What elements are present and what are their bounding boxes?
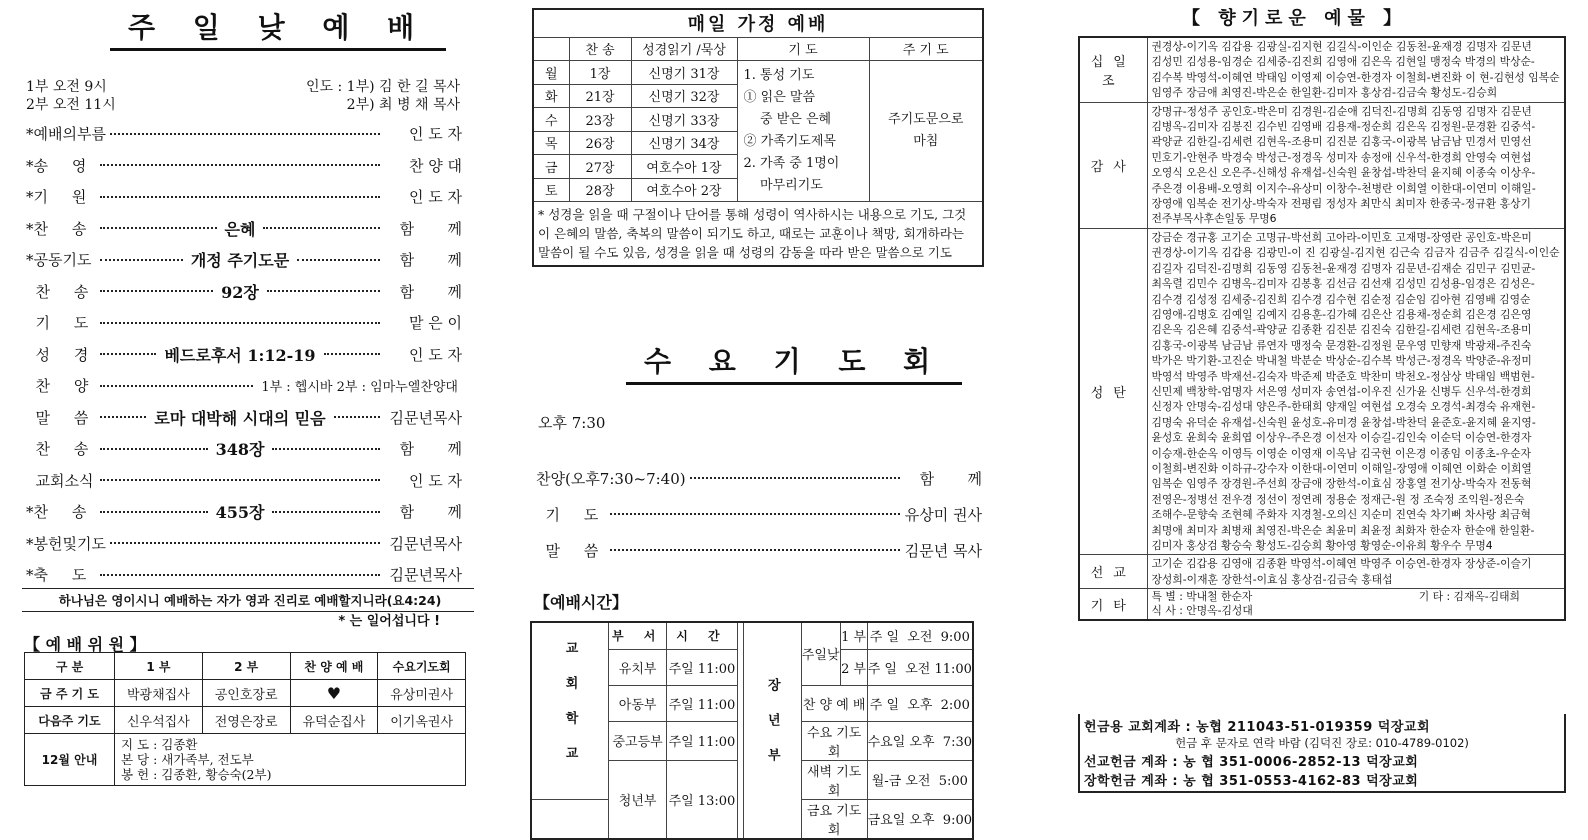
order-person: 함 께 [399, 251, 462, 270]
order-person: 함 께 [399, 282, 463, 301]
hymn-cell: 26장 [569, 131, 631, 155]
prayer-line: 2. 가족 중 1명이 [743, 156, 840, 171]
december-line: 봉 헌 : 김종환, 황승숙(2부) [121, 767, 272, 782]
committee-row-label: 다음주 기도 [25, 707, 115, 734]
order-row [26, 213, 462, 245]
order-row [26, 496, 462, 528]
dot-leader [324, 353, 380, 355]
school-time: 주일 11:00 [667, 649, 737, 685]
order-label: 말 씀 [536, 541, 599, 560]
dot-leader [267, 290, 380, 292]
dot-leader [100, 416, 146, 418]
offering-row [1079, 228, 1565, 555]
order-content: 은혜 [224, 219, 256, 239]
order-person: 유상미 권사 [904, 505, 982, 524]
school-dept: 청년부 [609, 760, 667, 839]
day-cell: 토 [533, 178, 569, 202]
dot-leader [100, 259, 183, 261]
offering-row [1079, 555, 1565, 589]
account-mission: 선교헌금 계좌 : 농 협 351-0006-2852-13 덕장교회 [1084, 755, 1419, 770]
daily-header: 찬 송 [569, 37, 631, 61]
adult-service-name: 찬 양 예 배 [801, 685, 867, 721]
order-label: 교회소식 [26, 471, 94, 490]
leader-first: 인도 : 1부) 김 한 길 목사 [306, 79, 460, 95]
account-main: 헌금용 교회계좌 : 농협 211043-51-019359 덕장교회 [1084, 720, 1431, 735]
order-row [26, 528, 462, 560]
offering-row [1079, 589, 1565, 621]
order-person: 인 도 자 [408, 125, 462, 144]
committee-title: 【 예 배 위 원 】 [24, 635, 146, 654]
second-service-time: 2부 오전 11시 [26, 97, 116, 113]
lords-prayer-cell: 주기도문으로 마침 [869, 61, 983, 202]
order-label: *봉헌및기도 [26, 534, 106, 553]
committee-cell: 신우석집사 [115, 707, 203, 734]
order-row [26, 465, 462, 497]
committee-cell: 박광채집사 [115, 680, 203, 707]
service-times [26, 78, 460, 114]
offering-category: 선교 [1079, 555, 1147, 589]
wednesday-title: 수 요 기 도 회 [626, 340, 962, 385]
order-row [26, 307, 462, 339]
dot-leader [272, 511, 380, 513]
committee-row [25, 680, 466, 707]
daily-note: * 성경을 읽을 때 구절이나 단어를 통해 성령이 역사하시는 내용으로 기도, 그것이 은혜의 말씀, 축복의 말씀이 되기도 하고, 때로는 교훈이나 책망, 회개하라는 말씀이 될 수도 있음, 성경을 읽을 때 성령의 감동을 따라 받은 말씀으로 기도 [533, 202, 983, 267]
dot-leader [690, 477, 900, 479]
etc-other: 기 타 : 김재옥-김태희 [1418, 590, 1520, 604]
daily-header-row [533, 37, 983, 61]
dot-leader [610, 549, 900, 551]
svc-header: 부 서 [609, 622, 667, 649]
order-label: 찬 송 [26, 440, 89, 459]
order-person: 찬 양 대 [408, 156, 462, 175]
committee-cell: 유상미권사 [378, 680, 466, 707]
order-label: *찬 송 [26, 503, 87, 522]
december-line: 지 도 : 김종환 [121, 737, 198, 752]
wednesday-time: 오후 7:30 [538, 414, 606, 432]
prayer-line: ② 가족기도제목 [743, 134, 836, 149]
order-label: *찬 송 [26, 219, 87, 238]
hymn-cell: 28장 [569, 178, 631, 202]
heart-icon: ♥ [290, 680, 378, 707]
order-person: 함 께 [399, 503, 463, 522]
order-label: 기 도 [536, 505, 599, 524]
order-row [26, 118, 462, 150]
committee-header: 구 분 [25, 653, 115, 680]
first-service-time: 1부 오전 9시 [26, 79, 107, 95]
order-row [26, 402, 462, 434]
offering-names: 강명규-정성주 공인호-박은미 김경원-김순애 김덕진-김명희 김동영 김명자 김문년 김병옥-김미자 김봉진 김수빈 김영배 김용재-정순희 김은옥 김정원-문경환 김중석-곽양균 김한길-김세련 김현옥-조용미 김진분 김홍국-이광복 남금남 민경서 민영선 민호기-안현주 박경숙 박성근-정경옥 성미자 송정애 신우석-한경희 안영숙 여현섭 오영식 오은신 오은주-신해성 유재섭-신숙원 윤창섭-박찬덕 윤지혜 이종숙 이상우-주은경 이용배-오영희 이지수-유상미 이창수-천병란 이희열 이한대-이연미 이해일-장영애 임복순 전기상-박숙자 전평림 정성자 최만식 최미자 한종국-정규환 홍상기 전주부목사후손일동 무명6 [1147, 102, 1565, 228]
order-content: 1부 : 헵시바 2부 : 임마누엘찬양대 [261, 380, 458, 396]
order-content: 개정 주기도문 [190, 251, 290, 271]
offerings-title: 【 향기로운 예물 】 [1182, 8, 1408, 29]
etc-meal: 식 사 : 안명옥-김성대 [1151, 604, 1253, 618]
order-label: 찬 양 [26, 377, 89, 396]
order-row [26, 339, 462, 371]
committee-row [25, 707, 466, 734]
account-scholarship: 장학헌금 계좌 : 농 협 351-0553-4162-83 덕장교회 [1084, 774, 1419, 789]
order-person: 인 도 자 [408, 471, 462, 490]
offering-names: 고기순 김갑용 김영애 김종환 박영석-이혜연 박영주 이승연-한경자 장상준-이슬기 장성희-이재훈 장한석-이효심 홍상검-김금숙 홍태섭 [1147, 555, 1565, 589]
day-cell: 금 [533, 155, 569, 179]
dot-leader [110, 133, 380, 135]
daily-header: 성경읽기 /묵상 [631, 37, 737, 61]
prayer-line: ① 읽은 말씀 [743, 90, 815, 105]
dot-leader [100, 322, 380, 324]
committee-table [24, 652, 466, 786]
december-notice [115, 734, 466, 786]
offering-row [1079, 37, 1565, 102]
day-cell: 화 [533, 84, 569, 108]
sunday-title: 주 일 낮 예 배 [110, 6, 446, 51]
offering-category: 성탄 [1079, 228, 1147, 555]
dot-leader [334, 416, 380, 418]
reading-cell: 신명기 34장 [631, 131, 737, 155]
daily-worship-table [532, 8, 984, 267]
day-cell: 수 [533, 108, 569, 132]
reading-cell: 여호수아 2장 [631, 178, 737, 202]
dot-leader [272, 448, 380, 450]
adult-service-time: 주 일 오후 2:00 [867, 685, 973, 721]
adult-service-name: 수요 기도회 [801, 721, 867, 760]
church-school-label: 교회학교 [531, 622, 609, 799]
dot-leader [100, 353, 156, 355]
stand-up-note: * 는 일어섭니다 ! [338, 614, 440, 629]
wednesday-order [536, 460, 982, 568]
committee-row-label: 금 주 기 도 [25, 680, 115, 707]
order-content: 로마 대박해 시대의 믿음 [154, 408, 326, 428]
dot-leader [100, 511, 208, 513]
adult-service-name: 새벽 기도회 [801, 760, 867, 799]
daily-header: 주 기 도 [869, 37, 983, 61]
committee-header: 수요기도회 [378, 653, 466, 680]
committee-header-row [25, 653, 466, 680]
hymn-cell: 21장 [569, 84, 631, 108]
committee-cell: 공인호장로 [202, 680, 290, 707]
order-person: 인 도 자 [408, 345, 462, 364]
dot-leader [110, 542, 380, 544]
prayer-guide [737, 61, 869, 202]
order-row [26, 244, 462, 276]
prayer-line: 1. 통성 기도 [743, 68, 815, 83]
dot-leader [100, 448, 208, 450]
etc-special: 특 별 : 박내철 한순자 [1151, 590, 1253, 604]
order-label: 말 씀 [26, 408, 89, 427]
december-row [25, 734, 466, 786]
offering-category: 기타 [1079, 589, 1147, 621]
order-person: 김문년목사 [389, 408, 462, 427]
offering-etc [1147, 589, 1565, 621]
order-person: 인 도 자 [408, 188, 462, 207]
adult-service-time: 월-금 오전 5:00 [867, 760, 973, 799]
order-label: 성 경 [26, 345, 89, 364]
dot-leader [100, 479, 380, 481]
prayer-line: 중 받은 은혜 [743, 112, 832, 127]
wednesday-order-row [536, 460, 982, 496]
dot-leader [263, 227, 380, 229]
order-label: 기 도 [26, 314, 89, 333]
december-label: 12월 안내 [25, 734, 115, 786]
school-time: 주일 11:00 [667, 685, 737, 721]
order-row [26, 276, 462, 308]
adult-service-name: 2 부 [840, 649, 867, 685]
school-dept: 아동부 [609, 685, 667, 721]
order-row [26, 559, 462, 591]
school-dept: 중고등부 [609, 721, 667, 760]
service-times-title: 【예배시간】 [534, 593, 628, 612]
service-times-table [530, 621, 974, 840]
dot-leader [100, 227, 217, 229]
order-label: *축 도 [26, 566, 87, 585]
reading-cell: 여호수아 1장 [631, 155, 737, 179]
order-label: *송 영 [26, 156, 87, 175]
order-person: 김문년목사 [389, 534, 462, 553]
reading-cell: 신명기 33장 [631, 108, 737, 132]
committee-header: 1 부 [115, 653, 203, 680]
scripture-verse: 하나님은 영이시니 예배하는 자가 영과 진리로 예배할지니라(요4:24) [22, 588, 474, 612]
order-label: *공동기도 [26, 251, 92, 270]
order-row [26, 150, 462, 182]
order-person: 함 께 [399, 219, 463, 238]
dot-leader [610, 513, 900, 515]
adult-service-time: 주 일 오전 9:00 [867, 622, 973, 649]
offering-category: 십일조 [1079, 37, 1147, 102]
dot-leader [297, 259, 380, 261]
daily-header: 기 도 [737, 37, 869, 61]
reading-cell: 신명기 31장 [631, 61, 737, 85]
prayer-line: 마무리기도 [743, 178, 823, 193]
adult-service-name: 금요 기도회 [801, 799, 867, 839]
committee-header: 찬 양 예 배 [290, 653, 378, 680]
hymn-cell: 27장 [569, 155, 631, 179]
day-cell: 월 [533, 61, 569, 85]
hymn-cell: 23장 [569, 108, 631, 132]
order-label: 찬양(오후7:30~7:40) [536, 469, 686, 488]
offering-names: 강금순 경규홍 고기순 고명규-박선희 고아라-이민호 고재명-장영란 공인호-박은미 권경상-이기옥 김갑용 김광민-이 진 김광실-김지현 김근숙 김금자 김금주 김길식-이인순 김길자 김덕진-김명희 김동영 김동천-윤재경 김명자 김문년-김재순 김민구 김민균-최옥렬 김민수 김병옥-김미자 김봉홍 김선금 김선재 김성민 김성용-임경은 김성은-김수경 김성정 김세중-김진희 김수경 김수현 김순정 김순임 김아현 김영배 김영순 김영애-김병호 김예일 김예지 김용훈-김가혜 김은산 김용채-정순희 김은경 김은영 김은옥 김은혜 김중석-곽양균 김종환 김진분 김진숙 김한길-김세련 김현옥-조용미 김홍국-이광복 남금남 류연자 맹정숙 문경환-김정원 문우영 민향재 박광채-주진숙 박가은 박기환-고진순 박내철 박분순 박상순-김수복 박성근-정경옥 박양준-유정미 박영석 박영주 박재선-김숙자 박준제 박준호 박찬미 박천오-정삼상 박태임 백범현-신민제 백창학-엄명자 서은영 성미자 송연섭-이우진 신가윤 신병두 신우석-한경희 신정자 안명숙-김성대 양은주-한태희 양재일 여현섭 오경숙 오경석-최경숙 유재현-김명숙 유덕순 유재섭-신숙원 윤성호-유미경 윤창섭-박찬덕 윤준호-윤지혜 윤지영-윤성호 윤희숙 윤희엽 이상우-주은경 이선자 이승길-김인숙 이순덕 이승연-한경자 이승재-한순옥 이영득 이영순 이영재 이옥남 김국현 이은경 이종임 이종초-우순자 이철희-변진화 이하규-강수자 이한대-이연미 이해일-장영애 이혜연 이화순 이희열 임복순 임영주 장경원-주선희 장금애 장한석-이효심 장홍열 전기상-박숙자 전동혁 전영은-정병선 전우경 정선이 정연례 정용순 정재근-원 정 조숙정 조익원-정은숙 조해수-문향숙 조현혜 주화자 지경철-오의신 지순미 진연숙 차기뻐 차사랑 최금혁 최명애 최미자 최병채 최영진-박은순 최윤미 최윤정 최화자 한순자 한순애 한일환-김미자 홍상검 황승숙 황성도-김승희 황아영 황영순-이유희 황우수 무명4 [1147, 228, 1565, 555]
committee-header: 2 부 [202, 653, 290, 680]
order-person: 김문년목사 [389, 566, 462, 585]
reading-cell: 신명기 32장 [631, 84, 737, 108]
sunday-order-of-worship [26, 118, 462, 591]
order-label: 찬 송 [26, 282, 89, 301]
order-content: 92장 [221, 282, 259, 302]
order-content: 455장 [215, 503, 265, 523]
school-time: 주일 13:00 [667, 760, 737, 839]
order-person: 함 께 [399, 440, 463, 459]
offering-names: 권경상-이기옥 김갑용 김광실-김지현 김길식-이인순 김동천-윤재경 김명자 김문년 김성민 김성용-임경순 김세중-김진희 김영애 김은옥 김현일 맹정숙 박경의 박상순-김수복 박영석-이혜연 박태임 이영제 이승연-한경자 이철희-변진화 이 현-김현성 임복순 임영주 장금애 최영진-박은순 한일환-김미자 홍상검-김금숙 황성도-김승희 [1147, 37, 1565, 102]
dot-leader [100, 574, 380, 576]
daily-header [533, 37, 569, 61]
day-cell: 목 [533, 131, 569, 155]
dot-leader [100, 385, 253, 387]
bank-accounts [1078, 714, 1566, 793]
december-line: 본 당 : 새가족부, 전도부 [121, 752, 254, 767]
order-content: 베드로후서 1:12-19 [164, 345, 316, 365]
adult-service-name: 1 부 [840, 622, 867, 649]
order-person: 맡 은 이 [408, 314, 462, 333]
order-label: *기 원 [26, 188, 87, 207]
order-person: 김문년 목사 [904, 541, 982, 560]
leader-second: 2부) 최 병 채 목사 [346, 97, 460, 113]
adult-service-time: 주 일 오전 11:00 [867, 649, 973, 685]
offerings-table [1078, 36, 1566, 621]
svc-header: 시 간 [667, 622, 737, 649]
order-content: 348장 [215, 440, 265, 460]
dot-leader [100, 290, 213, 292]
order-person: 함 께 [919, 469, 982, 488]
committee-cell: 전영은장로 [202, 707, 290, 734]
wednesday-order-row [536, 532, 982, 568]
sunday-day-label: 주일낮 [801, 622, 840, 685]
wednesday-order-row [536, 496, 982, 532]
dot-leader [100, 196, 380, 198]
dot-leader [100, 164, 380, 166]
committee-cell: 이기옥권사 [378, 707, 466, 734]
adult-service-time: 수요일 오후 7:30 [867, 721, 973, 760]
adult-service-time: 금요일 오후 9:00 [867, 799, 973, 839]
school-time: 주일 11:00 [667, 721, 737, 760]
daily-row [533, 61, 983, 85]
order-row [26, 370, 462, 402]
order-row [26, 181, 462, 213]
order-row [26, 433, 462, 465]
daily-worship-title: 매일 가정 예배 [533, 9, 983, 37]
school-dept: 유치부 [609, 649, 667, 685]
offering-category: 감사 [1079, 102, 1147, 228]
hymn-cell: 1장 [569, 61, 631, 85]
adult-label: 장년부 [743, 622, 801, 839]
offering-row [1079, 102, 1565, 228]
order-label: *예배의부름 [26, 125, 106, 144]
account-contact: 헌금 후 문자로 연락 바람 (김덕진 장로: 010-4789-0102) [1175, 736, 1469, 750]
committee-cell: 유덕순집사 [290, 707, 378, 734]
